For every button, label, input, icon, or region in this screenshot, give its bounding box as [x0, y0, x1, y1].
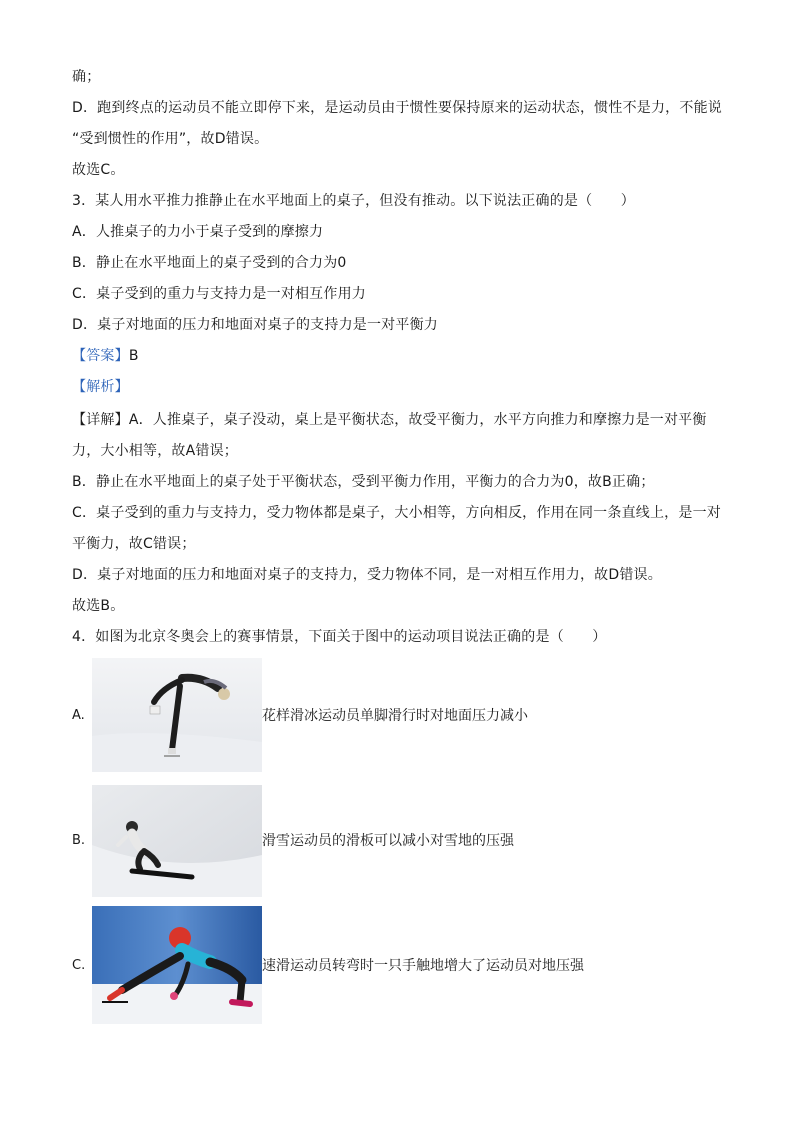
question-3-option-c: C．桌子受到的重力与支持力是一对相互作用力	[72, 286, 366, 302]
text-line: 故选C。	[72, 162, 125, 178]
analysis-line	[72, 378, 129, 396]
explanation-line: C．桌子受到的重力与支持力，受力物体都是桌子，大小相等，方向相反，作用在同一条直线上，是一对	[72, 505, 721, 521]
option-c-text: 速滑运动员转弯时一只手触地增大了运动员对地压强	[262, 958, 584, 974]
answer-line	[72, 347, 139, 365]
explanation-line: 力，大小相等，故A错误；	[72, 443, 238, 459]
analysis-tag: 【解析】	[72, 379, 129, 395]
figure-skater-image	[92, 658, 262, 772]
question-3-stem: 3．某人用水平推力推静止在水平地面上的桌子，但没有推动。以下说法正确的是（ ）	[72, 193, 635, 209]
explanation-line: 故选B。	[72, 598, 125, 614]
detail-tag: 【详解】	[72, 412, 129, 428]
answer-value: B	[128, 348, 139, 364]
question-4-stem: 4．如图为北京冬奥会上的赛事情景，下面关于图中的运动项目说法正确的是（ ）	[72, 629, 607, 645]
explanation-line: D．桌子对地面的压力和地面对桌子的支持力，受力物体不同，是一对相互作用力，故D错误。	[72, 567, 662, 583]
question-3-option-d: D．桌子对地面的压力和地面对桌子的支持力是一对平衡力	[72, 317, 438, 333]
option-c-letter: C.	[72, 958, 86, 973]
answer-tag: 【答案】	[72, 348, 129, 364]
explanation-line: B．静止在水平地面上的桌子处于平衡状态，受到平衡力作用，平衡力的合力为0，故B正确；	[72, 474, 655, 490]
snowboarder-image	[92, 785, 262, 897]
explanation-text: A．人推桌子，桌子没动，桌上是平衡状态，故受平衡力，水平方向推力和摩擦力是一对平衡	[128, 412, 707, 428]
text-line: “受到惯性的作用”，故D错误。	[72, 131, 269, 147]
option-a-text: 花样滑冰运动员单脚滑行时对地面压力减小	[262, 708, 528, 724]
text-line: 确；	[72, 69, 101, 85]
explanation-line: 平衡力，故C错误；	[72, 536, 196, 552]
option-b-text: 滑雪运动员的滑板可以减小对雪地的压强	[262, 833, 514, 849]
question-3-option-a: A．人推桌子的力小于桌子受到的摩擦力	[72, 224, 324, 240]
option-b-letter: B.	[72, 833, 86, 848]
speed-skater-image	[92, 906, 262, 1024]
explanation-line	[72, 411, 707, 429]
question-3-option-b: B．静止在水平地面上的桌子受到的合力为0	[72, 255, 347, 271]
text-line: D．跑到终点的运动员不能立即停下来，是运动员由于惯性要保持原来的运动状态，惯性不是力，不能说	[72, 100, 722, 116]
option-a-letter: A.	[72, 708, 85, 723]
